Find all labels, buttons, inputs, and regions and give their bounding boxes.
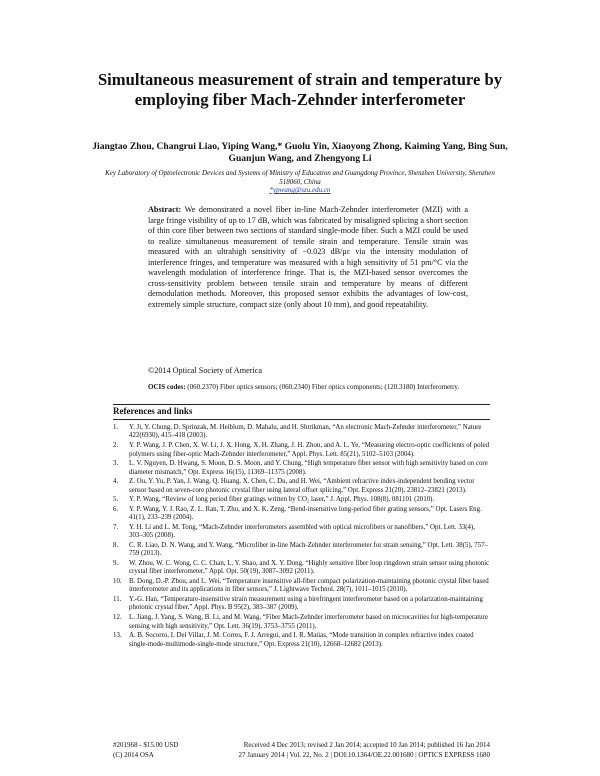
footer-row	[113, 741, 490, 751]
reference-text: B. Dong, D.-P. Zhou, and L. Wei, “Temperature insensitive all-fiber compact polarization-maintaining photonic crystal fiber based interferometer and its applications in fiber sensors,” J. Lightwave Technol. 28(7), 1011–1015 (2010).	[129, 577, 489, 594]
reference-number: 13.	[113, 632, 122, 640]
ocis-codes	[148, 383, 468, 392]
reference-number: 6.	[113, 505, 119, 513]
references-top-rule	[113, 404, 490, 405]
abstract-text: We demonstrated a novel fiber in-line Mach-Zehnder interferometer (MZI) with a large fringe visibility of up to 17 dB, which was fabricated by misaligned splicing a short section of thin core fiber between two sections of standard single-mode fiber. Such a MZI could be used to realize simultaneous measurement of tensile strain and temperature. Tensile strain was measured with an ultrahigh sensitivity of −0.023 dB/με via the intensity modulation of interference fringes, and temperature was measured with a high sensitivity of 51 pm/°C via the wavelength modulation of interference fringe. That is, the MZI-based sensor overcomes the cross-sensitivity problem between tensile strain and temperature by means of different demodulation methods. Moreover, this proposed sensor exhibits the advantages of low-cost, extremely simple structure, compact size (only about 10 mm), and good repeatability.	[148, 205, 468, 309]
reference-item	[113, 596, 490, 613]
reference-text: Y. H. Li and L. M. Tong, “Mach-Zehnder interferometers assembled with optical microfibers or nanofibers,” Opt. Lett. 33(4), 303–305 (2008).	[129, 523, 475, 540]
footer-price: #201968 - $15.00 USD	[113, 741, 179, 749]
footer-citation: 27 January 2014 | Vol. 22, No. 2 | DOI:10.1364/OE.22.001680 | OPTICS EXPRESS 1680	[238, 750, 490, 759]
reference-number: 7.	[113, 523, 119, 531]
reference-item	[113, 460, 490, 477]
reference-number: 5.	[113, 496, 119, 504]
reference-number: 3.	[113, 460, 119, 468]
reference-item	[113, 542, 490, 559]
footer-copyright: (C) 2014 OSA	[113, 750, 154, 759]
reference-number: 12.	[113, 614, 122, 622]
abstract	[148, 205, 468, 310]
reference-text: W. Zhou, W. C. Wong, C. C. Chan, L. Y. Shao, and X. Y. Dong, “Highly sensitive fiber loop ringdown strain sensor using photonic crystal fiber interferometer,” Appl. Opt. 50(19), 3087–3092 (2011).	[129, 559, 490, 576]
references-heading: References and links	[113, 406, 193, 416]
reference-list	[113, 424, 490, 650]
reference-text: C. R. Liao, D. N. Wang, and Y. Wang, “Microfiber in-line Mach-Zehnder interferometer for strain sensing,” Opt. Lett. 38(5), 757–759 (2013).	[129, 541, 488, 558]
reference-text: Z. Ou, Y. Yu, P. Yan, J. Wang, Q. Huang, X. Chen, C. Du, and H. Wei, “Ambient refractive index-independent bending vector sensor based on seven-core photonic crystal fiber using lateral offset splicing,” Opt. Express 21(20), 23812–23821 (2013).	[129, 478, 475, 494]
reference-item	[113, 496, 490, 504]
author-list: Jiangtao Zhou, Changrui Liao, Yiping Wang,* Guolu Yin, Xiaoyong Zhong, Kaiming Yang, Bing Sun, Guanjun Wang, and Zhengyong Li	[92, 141, 508, 164]
reference-number: 4.	[113, 478, 119, 486]
reference-number: 8.	[113, 541, 119, 549]
author-email-link[interactable]: *ypwang@szu.edu.cn	[269, 186, 331, 194]
copyright-notice: ©2014 Optical Society of America	[148, 366, 262, 375]
reference-text: Y. P. Wang, Y. J. Rao, Z. L. Ran, T. Zhu, and X. K. Zeng, “Bend-insensitive long-period fiber grating sensors,” Opt. Lasers Eng. 41(1), 233–239 (2004).	[129, 505, 482, 522]
reference-text: A. B. Socorro, I. Del Villar, J. M. Corres, F. J. Arregui, and I. R. Matias, “Mode transition in complex refractive index coated single-mode-multimode-single-mode structure,” Opt. Express 21(10), 12668–12682 (2013).	[129, 632, 474, 648]
ocis-text: (060.2370) Fiber optics sensors; (060.2340) Fiber optics components; (120.3180) Interferometry.	[187, 383, 460, 391]
footer-row	[113, 751, 490, 761]
affiliation: Key Laboratory of Optoelectronic Devices and Systems of Ministry of Education and Guangdong Province, Shenzhen University, Shenzhen 518060, China	[105, 169, 495, 186]
reference-text: Y. Ji, Y. Chung, D. Sprinzak, M. Heiblum, D. Mahalu, and H. Shtrikman, “An electronic Mach-Zehnder interferometer,” Nature 422(6930), 415–418 (2003).	[129, 424, 482, 440]
reference-item	[113, 632, 490, 649]
reference-number: 11.	[113, 596, 122, 604]
reference-text: L. Jiang, J. Yang, S. Wang, B. Li, and M. Wang, “Fiber Mach-Zehnder interferometer based on microcavities for high-temperature sensing with high sensitivity,” Opt. Lett. 36(19), 3753–3755 (2011).	[129, 614, 488, 630]
reference-item	[113, 506, 490, 523]
abstract-label: Abstract:	[148, 205, 182, 214]
footer-dates: Received 4 Dec 2013; revised 2 Jan 2014; accepted 10 Jan 2014; published 16 Jan 2014	[243, 741, 490, 749]
paper-title: Simultaneous measurement of strain and temperature by employing fiber Mach-Zehnder interferometer	[97, 70, 503, 109]
reference-item	[113, 524, 490, 541]
references-bottom-rule	[113, 419, 490, 420]
reference-number: 2.	[113, 442, 119, 450]
reference-text: Y. P. Wang, J. P. Chen, X. W. Li, J. X. Hong, X. H. Zhang, J. H. Zhou, and A. L. Ye, “Measuring electro-optic coefficients of poled polymers using fiber-optic Mach-Zehnder interferometer,” Appl. Phys. Lett. 85(21), 5102–5103 (2004).	[129, 442, 490, 458]
reference-number: 1.	[113, 424, 119, 431]
ocis-label: OCIS codes:	[148, 383, 186, 391]
reference-number: 10.	[113, 577, 122, 585]
reference-text: L. V. Nguyen, D. Hwang, S. Moon, D. S. Moon, and Y. Chung, “High temperature fiber sensor with high sensitivity based on core diameter mismatch,” Opt. Express 16(15), 11369–11375 (2008).	[129, 460, 488, 476]
reference-item	[113, 478, 490, 495]
page-footer	[113, 741, 490, 760]
reference-item	[113, 424, 490, 441]
reference-item	[113, 614, 490, 631]
reference-item	[113, 442, 490, 459]
reference-text: Y.-G. Han, “Temperature-insensitive strain measurement using a birefringent interferometer based on a polarization-maintaining photonic crystal fiber,” Appl. Phys. B 95(2), 383–387 (2009).	[129, 596, 483, 612]
reference-text: Y. P. Wang, “Review of long period fiber gratings written by CO₂ laser,” J. Appl. Phys. 108(8), 081101 (2010).	[129, 496, 435, 504]
reference-item	[113, 560, 490, 577]
reference-item	[113, 578, 490, 595]
reference-number: 9.	[113, 559, 119, 567]
